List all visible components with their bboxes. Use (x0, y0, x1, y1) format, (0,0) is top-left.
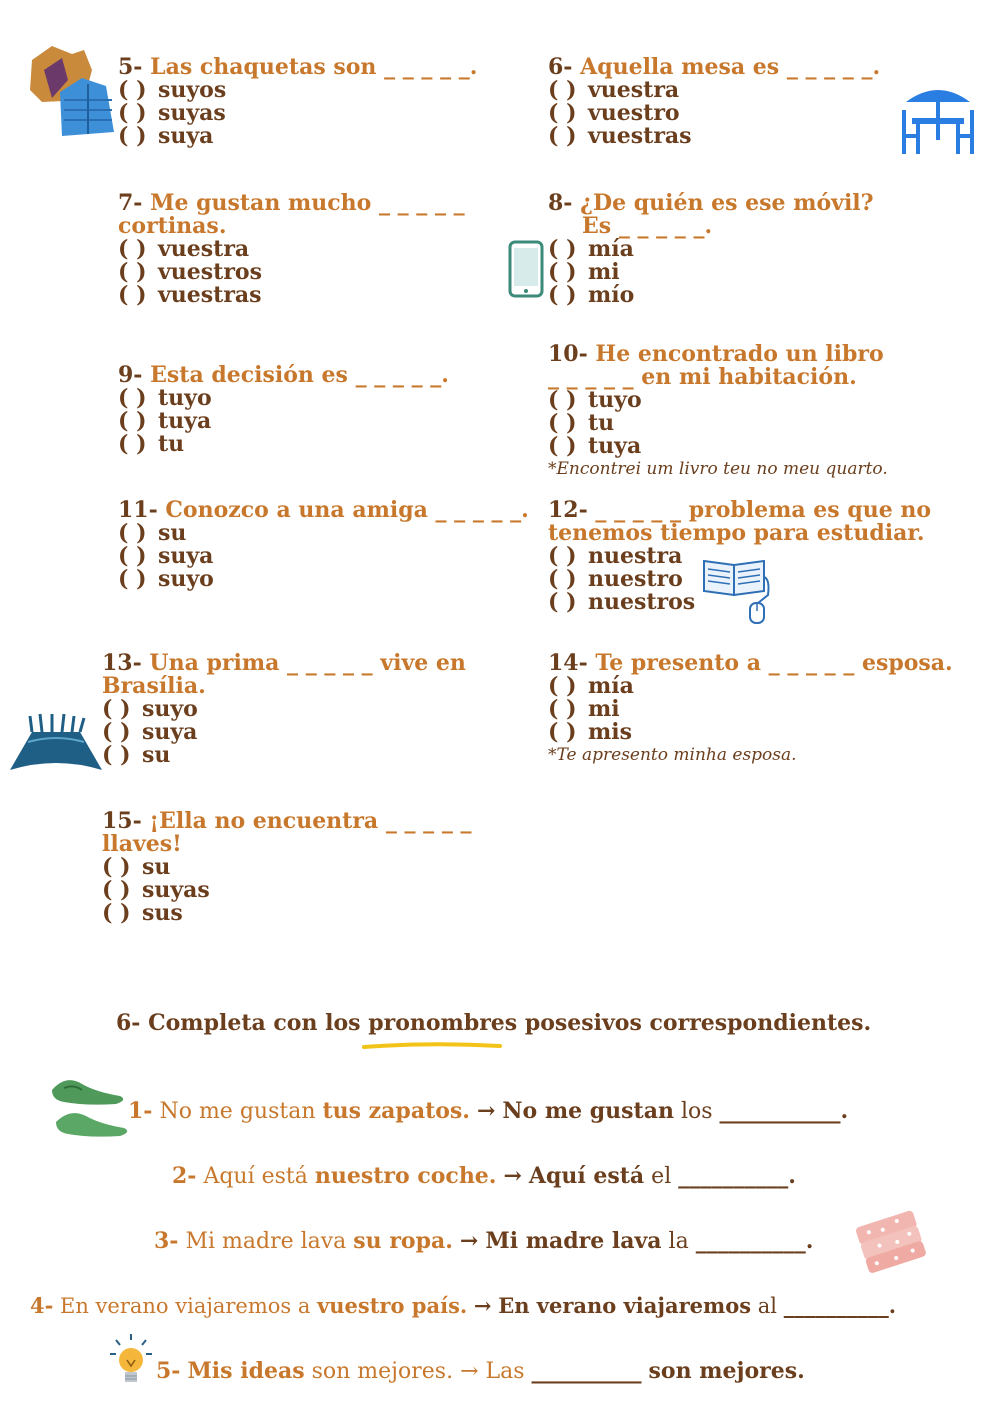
option[interactable]: ( ) vuestras (118, 282, 262, 308)
question-11: 11- Conozco a una amiga _ _ _ _ _. ( ) su ( ) suya ( ) suyo (118, 497, 529, 592)
option[interactable]: ( ) tu (118, 431, 185, 457)
question-12: 12- _ _ _ _ _ problema es que no tenemos tiempo para estudiar. ( ) nuestra ( ) nuestro ( ) nuestros (548, 497, 932, 615)
option[interactable]: ( ) su (102, 854, 171, 880)
option[interactable]: ( ) mi (548, 696, 620, 722)
question-7: 7- Me gustan mucho _ _ _ _ _ cortinas. ( ) vuestra ( ) vuestros ( ) vuestras (118, 190, 465, 308)
answer-blank[interactable]: __________ (531, 1358, 642, 1384)
option[interactable]: ( ) suyos (118, 77, 227, 103)
option[interactable]: ( ) mis (548, 719, 633, 745)
option[interactable]: ( ) mía (548, 673, 634, 699)
option[interactable]: ( ) tuya (118, 408, 212, 434)
question-8: 8- ¿De quién es ese móvil? Es _ _ _ _ _. ( ) mía ( ) mi ( ) mío (548, 190, 874, 308)
table-icon (898, 80, 978, 160)
question-number: 5- (118, 54, 143, 80)
folded-clothes-icon (850, 1204, 930, 1274)
option[interactable]: ( ) vuestros (118, 259, 262, 285)
option[interactable]: ( ) nuestros (548, 589, 696, 615)
option[interactable]: ( ) tuya (548, 433, 642, 459)
question-6: 6- Aquella mesa es _ _ _ _ _. ( ) vuestra ( ) vuestro ( ) vuestras (548, 54, 881, 149)
option[interactable]: ( ) tuyo (118, 385, 212, 411)
translation-note: *Te apresento minha esposa. (548, 745, 797, 765)
question-5 (118, 56, 477, 148)
option[interactable]: ( ) suya (118, 123, 214, 149)
option[interactable]: ( ) suyo (102, 696, 198, 722)
shoes-icon (46, 1074, 132, 1144)
highlight-underline (362, 1040, 502, 1050)
option[interactable]: ( ) suyo (118, 566, 214, 592)
option[interactable]: ( ) suya (102, 719, 198, 745)
cathedral-icon (8, 712, 104, 774)
exercise-4: 4- En verano viajaremos a vuestro país. → En verano viajaremos al __________. (30, 1293, 896, 1318)
question-15: 15- ¡Ella no encuentra _ _ _ _ _ llaves! ( ) su ( ) suyas ( ) sus (102, 808, 472, 926)
option[interactable]: ( ) su (102, 742, 171, 768)
book-mouse-icon (700, 555, 776, 627)
option[interactable]: ( ) su (118, 520, 187, 546)
exercise-2: 2- Aquí está nuestro coche. → Aquí está el __________. (172, 1163, 796, 1189)
option[interactable]: ( ) vuestras (548, 123, 692, 149)
question-13: 13- Una prima _ _ _ _ _ vive en Brasília. ( ) suyo ( ) suya ( ) su (102, 650, 466, 768)
jacket-icon (22, 40, 122, 140)
exercise-3: 3- Mi madre lava su ropa. → Mi madre lava la __________. (154, 1228, 814, 1254)
option[interactable]: ( ) nuestra (548, 543, 683, 569)
option[interactable]: ( ) suyas (102, 877, 210, 903)
option[interactable]: ( ) mi (548, 259, 620, 285)
translation-note: *Encontrei um livro teu no meu quarto. (548, 459, 888, 479)
question-10: 10- He encontrado un libro _ _ _ _ _ en mi habitación. ( ) tuyo ( ) tu ( ) tuya *Encontrei um livro teu no meu quarto. (548, 341, 888, 479)
lightbulb-icon (108, 1330, 154, 1392)
question-9: 9- Esta decisión es _ _ _ _ _. ( ) tuyo ( ) tuya ( ) tu (118, 362, 449, 457)
question-14: 14- Te presento a _ _ _ _ _ esposa. ( ) mía ( ) mi ( ) mis *Te apresento minha esposa. (548, 650, 953, 765)
option[interactable]: ( ) vuestra (118, 236, 250, 262)
option[interactable]: ( ) mío (548, 282, 635, 308)
option[interactable]: ( ) suya (118, 543, 214, 569)
option[interactable]: ( ) tuyo (548, 387, 642, 413)
question-text: Las chaquetas son _ _ _ _ _. (150, 54, 478, 80)
option[interactable]: ( ) vuestra (548, 77, 680, 103)
answer-blank[interactable]: ___________ (719, 1098, 841, 1124)
option[interactable]: ( ) sus (102, 900, 183, 926)
exercise-5: 5- Mis ideas son mejores. → Las __________ son mejores. (156, 1358, 805, 1384)
mobile-phone-icon (506, 240, 546, 300)
option[interactable]: ( ) vuestro (548, 100, 680, 126)
answer-blank[interactable]: __________ (695, 1228, 806, 1254)
option[interactable]: ( ) nuestro (548, 566, 683, 592)
answer-blank[interactable]: __________ (678, 1163, 789, 1189)
option[interactable]: ( ) tu (548, 410, 615, 436)
option[interactable]: ( ) mía (548, 236, 634, 262)
option[interactable]: ( ) suyas (118, 100, 226, 126)
section-title: 6- Completa con los pronombres posesivos correspondientes. (116, 1010, 872, 1036)
exercise-1: 1- No me gustan tus zapatos. → No me gustan los ___________. (128, 1098, 849, 1124)
answer-blank[interactable]: __________ (783, 1293, 889, 1318)
